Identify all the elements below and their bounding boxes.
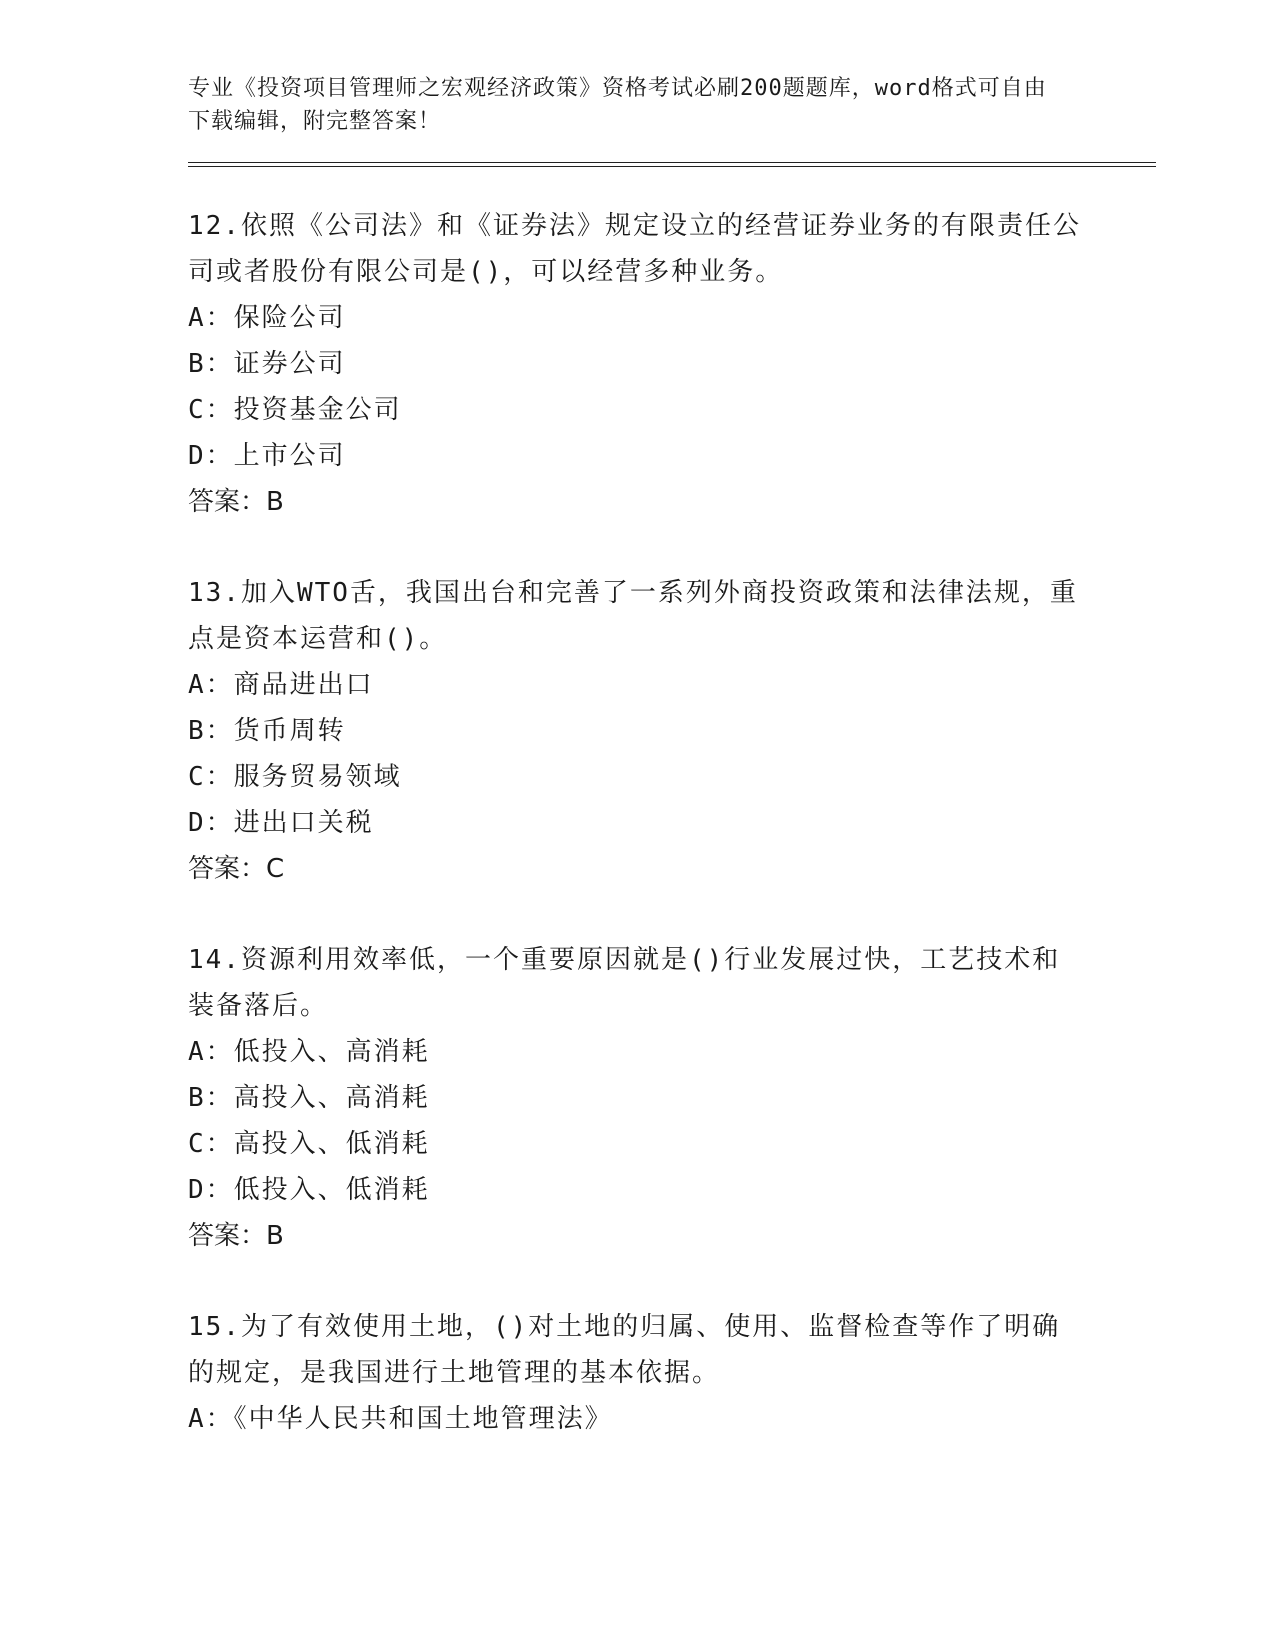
question-15 xyxy=(188,1304,1148,1442)
question-stem: 12.依照《公司法》和《证券法》规定设立的经营证券业务的有限责任公司或者股份有限公司是()，可以经营多种业务。 xyxy=(188,211,1081,287)
answer-text: 答案：B xyxy=(188,1221,284,1251)
option-b: B：高投入、高消耗 xyxy=(188,1083,430,1113)
header-divider xyxy=(188,162,1156,167)
question-stem: 13.加入WTO舌，我国出台和完善了一系列外商投资政策和法律法规，重点是资本运营和()。 xyxy=(188,578,1078,654)
document-header: 专业《投资项目管理师之宏观经济政策》资格考试必刷200题题库，word格式可自由下载编辑，附完整答案！ xyxy=(188,76,1047,134)
answer-text: 答案：C xyxy=(188,854,285,884)
option-a: A：低投入、高消耗 xyxy=(188,1037,430,1067)
answer-text: 答案：B xyxy=(188,487,284,517)
option-c: C：服务贸易领域 xyxy=(188,762,402,792)
question-14 xyxy=(188,937,1148,1259)
option-d: D：上市公司 xyxy=(188,441,346,471)
option-a: A：商品进出口 xyxy=(188,670,374,700)
question-stem: 15.为了有效使用土地，()对土地的归属、使用、监督检查等作了明确的规定，是我国进行土地管理的基本依据。 xyxy=(188,1312,1061,1388)
document-page xyxy=(188,72,1148,1487)
question-stem: 14.资源利用效率低，一个重要原因就是()行业发展过快，工艺技术和装备落后。 xyxy=(188,945,1061,1021)
question-13 xyxy=(188,570,1148,892)
question-12 xyxy=(188,203,1148,525)
option-b: B：货币周转 xyxy=(188,716,346,746)
option-a: A：《中华人民共和国土地管理法》 xyxy=(188,1404,613,1434)
option-b: B：证券公司 xyxy=(188,349,346,379)
question-list xyxy=(188,203,1148,1442)
option-a: A：保险公司 xyxy=(188,303,346,333)
option-d: D：低投入、低消耗 xyxy=(188,1175,430,1205)
option-c: C：高投入、低消耗 xyxy=(188,1129,430,1159)
option-c: C：投资基金公司 xyxy=(188,395,402,425)
option-d: D：进出口关税 xyxy=(188,808,374,838)
